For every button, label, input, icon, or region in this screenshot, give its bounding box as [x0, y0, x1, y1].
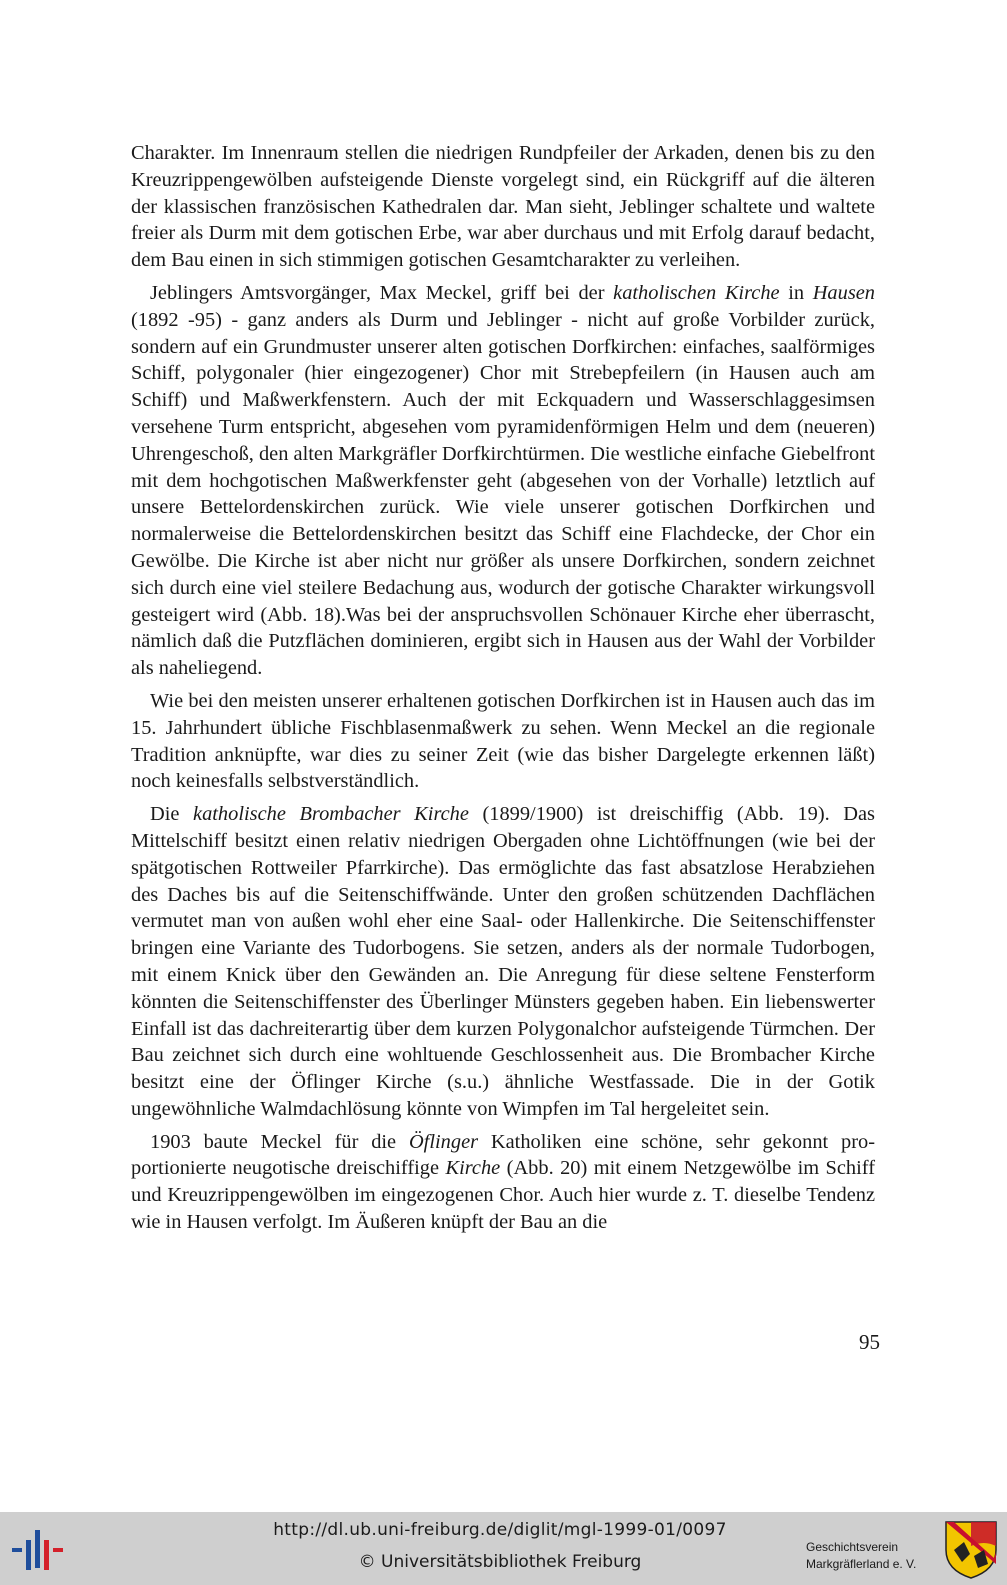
page-number: 95 [859, 1330, 880, 1354]
text-run: (1892 -95) - ganz anders als Durm und Jeblinger - nicht auf große Vorbilder zurück, sondern auf ein Grundmuster unserer alten gotischen Dorfkirchen: einfaches, saalförmiges Schiff, polygonaler (hier eingezogener) Chor mit Strebepfeilern (in Hausen auch am Schiff) und Maßwerkfenstern. Auch der mit Eckquadern und Wasserschlaggesimsen versehene Turm entspricht, abgesehen vom pyramidenförmigen Helm und dem (neueren) Uhrengeschoß, den alten Markgräfler Dorfkirchtürmen. Die westliche einfache Giebelfront mit dem hochgotischen Maßwerkfenster geht (abgesehen von der Vorhalle) letztlich auf unsere Bettelordenskirchen zurück. Wie viele unserer gotischen Dorfkirchen und normalerweise die Bettelordenskirchen besitzt das Schiff eine Flachdecke, der Chor ein Gewölbe. Die Kirche ist aber nicht nur größer als unsere Dorfkirchen, sondern zeichnet sich durch eine viel steilere Bedachung aus, wodurch der gotische Charakter wirkungsvoll gesteigert wird (Abb. 18).Was bei der anspruchsvollen Schönauer Kirche eher überrascht, nämlich daß die Putzflächen dominieren, ergibt sich in Hausen aus der Wahl der Vorbilder als naheliegend. [131, 308, 875, 680]
text-run: 1903 baute Meckel für die [150, 1130, 409, 1153]
paragraph [131, 140, 875, 274]
italic-text: katholischen Kirche [613, 281, 780, 304]
body-text [131, 140, 875, 1242]
paragraph [131, 801, 875, 1123]
text-run: Die [150, 803, 194, 826]
footer-bar [0, 1512, 1007, 1585]
ub-freiburg-logo-icon [10, 1526, 66, 1574]
paragraph [131, 688, 875, 795]
society-line-1: Geschichtsverein [806, 1540, 899, 1554]
text-run: Charakter. Im Innenraum stellen die niedrigen Rundpfeiler der Arkaden, denen bis zu den Kreuzrippengewölben aufsteigende Dienste vorgelegt sind, ein Rückgriff auf die älteren der klassischen französischen Kathedralen dar. Man sieht, Jeblinger schaltete und waltete freier als Durm mit dem gotischen Erbe, war aber durchaus und mit Erfolg darauf bedacht, dem Bau einen in sich stimmigen gotischen Gesamtcharakter zu verleihen. [131, 142, 875, 272]
text-run: (Abb. 20) mit einem Netzgewölbe im Schiff und Kreuzrippengewölben im eingezogenen Chor. Auch hier wurde z. T. dieselbe Tendenz wie in Hausen verfolgt. Im Äußeren knüpft der Bau an die [131, 1157, 875, 1234]
text-run: in [779, 281, 813, 304]
society-name [806, 1539, 936, 1573]
text-run: (1899/1900) ist dreischiffig (Abb. 19). Das Mittelschiff besitzt einen relativ niedrigen Obergaden ohne Lichtöffnungen (wie bei der spätgotischen Rottweiler Pfarrkirche). Das ermöglichte das fast absatzlose Herabziehen des Daches bis auf die Seitenschiffwände. Unter den großen schützenden Dachflächen vermutet man von außen wohl eher eine Saal- oder Hallenkirche. Die Seitenschiffenster bringen eine Variante des Tudorbogens. Sie setzen, anders als der normale Tudorbogen, mit einem Knick über den Gewänden an. Die Anregung für diese seltene Fensterform könnten die Seitenschiffenster des Überlinger Münsters gegeben haben. Ein liebenswerter Einfall ist das dachreiterartig über dem kurzen Polygonalchor aufsteigende Türmchen. Der Bau zeichnet sich durch eine wohltuende Geschlossenheit aus. Die Brombacher Kirche besitzt eine der Öflinger Kirche (s.u.) ähnliche Westfassade. Die in der Gotik ungewöhnliche Walmdachlösung könnte von Wimpfen im Tal hergeleitet sein. [131, 803, 875, 1120]
society-line-2: Markgräflerland e. V. [806, 1557, 917, 1571]
coat-of-arms-icon [944, 1520, 998, 1580]
paragraph [131, 1129, 875, 1236]
italic-text: Öflinger [408, 1130, 479, 1153]
document-url-link[interactable]: http://dl.ub.uni-freiburg.de/diglit/mgl-1999-01/0097 [273, 1520, 727, 1540]
text-run: Katholiken eine schöne, sehr gekonnt proportionierte neugotische dreischiffige [131, 1130, 875, 1180]
italic-text: Kirche [445, 1157, 501, 1180]
italic-text: katholische Brombacher Kirche [193, 803, 469, 826]
copyright-text: © Universitätsbibliothek Freiburg [358, 1552, 642, 1572]
text-run: Wie bei den meisten unserer erhaltenen gotischen Dorfkirchen ist in Hausen auch das im 15. Jahrhundert übliche Fischblasenmaßwerk zu sehen. Wenn Meckel an die regionale Tradition anknüpfte, war dies zu seiner Zeit (wie das bisher Dargelegte erkennen läßt) noch keinesfalls selbstverständlich. [131, 689, 875, 793]
text-run: Jeblingers Amtsvorgänger, Max Meckel, griff bei der [150, 281, 614, 304]
italic-text: Hausen [812, 281, 876, 304]
paragraph [131, 280, 875, 682]
